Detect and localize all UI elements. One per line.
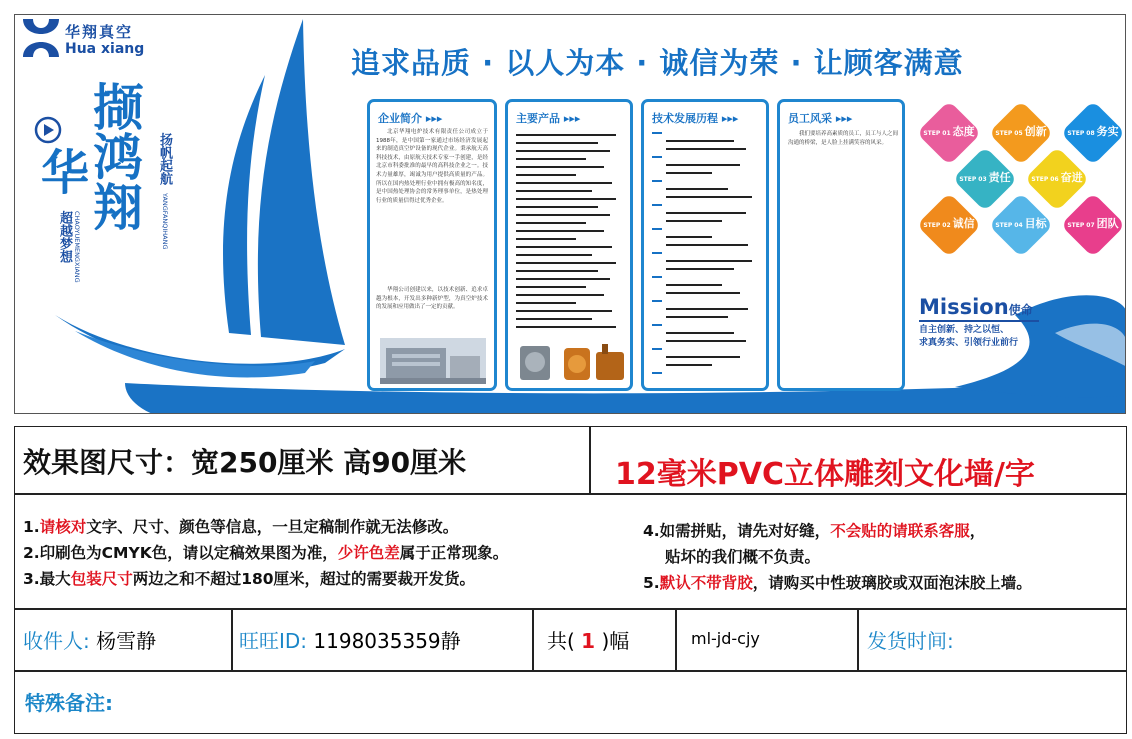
play-circle-icon bbox=[33, 115, 63, 145]
placeholder-text-line bbox=[516, 150, 610, 152]
placeholder-text-line bbox=[516, 286, 586, 288]
step-label: STEP 06 bbox=[1031, 176, 1059, 183]
note-4 bbox=[643, 519, 985, 541]
placeholder-text-line bbox=[516, 134, 616, 136]
placeholder-text-line bbox=[516, 318, 592, 320]
divider bbox=[532, 608, 534, 670]
step-label: STEP 08 bbox=[1067, 130, 1095, 137]
note-4-cont: 贴坏的我们概不负责。 bbox=[665, 548, 821, 566]
mission-line-1: 自主创新、持之以恒、 bbox=[919, 325, 1010, 335]
value-label: 目标 bbox=[1024, 217, 1047, 230]
panel-main-products bbox=[505, 99, 633, 391]
step-label: STEP 05 bbox=[995, 130, 1023, 137]
placeholder-text-line bbox=[516, 214, 610, 216]
placeholder-text-line bbox=[652, 180, 662, 182]
value-label: 诚信 bbox=[952, 217, 975, 230]
note-highlight: 包装尺寸 bbox=[70, 570, 133, 588]
placeholder-text-line bbox=[666, 212, 746, 214]
placeholder-text-line bbox=[666, 332, 734, 334]
note-highlight: 少许色差 bbox=[337, 544, 400, 562]
placeholder-text-line bbox=[666, 188, 728, 190]
note-5 bbox=[643, 571, 1032, 593]
logo-english-name: Hua xiang bbox=[65, 41, 145, 57]
placeholder-text-line bbox=[652, 228, 662, 230]
placeholder-text-line bbox=[666, 268, 734, 270]
placeholder-text-line bbox=[666, 308, 748, 310]
value-diamonds bbox=[919, 103, 1126, 263]
value-label: 团队 bbox=[1096, 217, 1119, 230]
mission-title-cn: 使命 bbox=[1008, 303, 1033, 317]
placeholder-text-line bbox=[516, 278, 610, 280]
recipient-field bbox=[23, 625, 156, 654]
mission-title: Mission bbox=[919, 295, 1009, 319]
order-code: ml-jd-cjy bbox=[691, 629, 760, 648]
note-text: 5. bbox=[643, 574, 660, 592]
placeholder-text-line bbox=[652, 372, 662, 374]
placeholder-text-line bbox=[652, 132, 662, 134]
pinyin-yangfan: YANGFANQIHANG bbox=[161, 193, 169, 250]
panel-staff-text: 我们要培养高素质的员工，员工与人之间沟通的桥梁，是人脸上挂满笑容的风采。 bbox=[788, 131, 899, 146]
divider bbox=[231, 608, 233, 670]
logo-chinese-name: 华翔真空 bbox=[65, 23, 134, 41]
panel-staff-style bbox=[777, 99, 905, 391]
panel-company-intro bbox=[367, 99, 497, 391]
divider bbox=[589, 427, 591, 493]
placeholder-text-line bbox=[516, 238, 576, 240]
placeholder-text-line bbox=[666, 172, 712, 174]
wangwang-value: 1198035359静 bbox=[313, 629, 461, 653]
step-label: STEP 02 bbox=[923, 222, 951, 229]
calligraphy-main: 撷鸿翔 bbox=[85, 81, 144, 231]
placeholder-text-line bbox=[516, 262, 616, 264]
panel-intro-text-2: 华翔公司创建以来，以技术创新、追求卓越为根本，开发出多种新炉型，为真空炉技术的发展和应用做出了一定的贡献。 bbox=[376, 287, 488, 311]
placeholder-text-line bbox=[516, 166, 604, 168]
divider bbox=[15, 493, 1126, 495]
placeholder-text-line bbox=[516, 142, 598, 144]
placeholder-text-line bbox=[516, 206, 598, 208]
wangwang-field bbox=[239, 625, 461, 654]
note-text: 文字、尺寸、颜色等信息，一旦定稿制作就无法修改。 bbox=[86, 518, 459, 536]
design-preview bbox=[14, 14, 1126, 414]
placeholder-text-line bbox=[666, 260, 752, 262]
placeholder-text-line bbox=[516, 326, 616, 328]
value-label: 责任 bbox=[988, 171, 1011, 184]
placeholder-text-line bbox=[516, 270, 598, 272]
mission-block bbox=[919, 295, 1039, 350]
huaxiang-logo-icon bbox=[19, 17, 63, 59]
placeholder-text-line bbox=[516, 310, 612, 312]
wangwang-label: 旺旺ID: bbox=[239, 629, 308, 653]
placeholder-text-line bbox=[516, 182, 612, 184]
factory-building-image bbox=[380, 338, 486, 384]
pinyin-chaoyue: CHAOYUEMENGXIANG bbox=[73, 211, 81, 283]
divider bbox=[675, 608, 677, 670]
step-label: STEP 04 bbox=[995, 222, 1023, 229]
placeholder-text-line bbox=[652, 276, 662, 278]
placeholder-text-line bbox=[516, 294, 604, 296]
special-remark-label: 特殊备注: bbox=[25, 691, 113, 715]
count-value: 1 bbox=[581, 629, 596, 653]
note-2 bbox=[23, 541, 508, 563]
panel-tech-history bbox=[641, 99, 769, 391]
panel-title: 员工风采 ▸▸▸ bbox=[788, 112, 853, 125]
mission-line-2: 求真务实、引领行业前行 bbox=[919, 338, 1019, 348]
step-label: STEP 07 bbox=[1067, 222, 1095, 229]
value-label: 奋进 bbox=[1060, 171, 1083, 184]
value-label: 务实 bbox=[1096, 125, 1119, 138]
placeholder-text-line bbox=[666, 356, 740, 358]
placeholder-text-line bbox=[666, 164, 740, 166]
divider bbox=[857, 608, 859, 670]
placeholder-text-line bbox=[652, 252, 662, 254]
placeholder-text-line bbox=[666, 292, 740, 294]
panel-intro-text: 北京华翔电炉技术有限责任公司成立于1988年，是中国第一家通过市场经济发展起来的制造真空炉设备的现代企业。秉承航天高科技技术，由原航天技术专家一手创建，是经北京市科委批准的最早的高科技企业之一。技术力量雄厚，竭诚为用户提供高质量的产品。所以在国内热处理行业中拥有极高的知名度，是中国热处理协会的常务理事单位，是热处理行业的质量信得过优秀企业。 bbox=[376, 129, 488, 204]
placeholder-text-line bbox=[666, 284, 722, 286]
recipient-label: 收件人: bbox=[23, 629, 90, 653]
value-label: 态度 bbox=[952, 125, 975, 138]
note-text: 3.最大 bbox=[23, 570, 71, 588]
note-text: ， bbox=[969, 522, 986, 540]
vacuum-furnace-image bbox=[518, 338, 628, 386]
note-highlight: 不会贴的请联系客服 bbox=[830, 522, 970, 540]
placeholder-text-line bbox=[652, 300, 662, 302]
placeholder-text-line bbox=[666, 148, 746, 150]
slogan-yangfan: 扬帆起航 bbox=[157, 133, 172, 185]
slogan-title: 追求品质 · 以人为本 · 诚信为荣 · 让顾客满意 bbox=[351, 46, 964, 80]
note-text: 1. bbox=[23, 518, 40, 536]
placeholder-text-line bbox=[516, 190, 592, 192]
divider bbox=[15, 670, 1126, 672]
note-3 bbox=[23, 567, 475, 589]
placeholder-text-line bbox=[516, 230, 604, 232]
recipient-value: 杨雪静 bbox=[96, 629, 157, 653]
mission-divider bbox=[919, 320, 1039, 322]
placeholder-text-line bbox=[516, 158, 586, 160]
note-highlight: 默认不带背胶 bbox=[659, 574, 753, 592]
placeholder-text-line bbox=[666, 220, 722, 222]
material-text: 12毫米PVC立体雕刻文化墙/字 bbox=[615, 457, 1035, 492]
placeholder-text-line bbox=[666, 244, 748, 246]
step-label: STEP 01 bbox=[923, 130, 951, 137]
count-prefix: 共( bbox=[547, 629, 575, 653]
placeholder-text-line bbox=[516, 254, 592, 256]
panel-title: 主要产品 ▸▸▸ bbox=[516, 112, 581, 125]
note-highlight: 请核对 bbox=[39, 518, 87, 536]
value-tuandui bbox=[1063, 195, 1123, 255]
placeholder-text-line bbox=[666, 316, 728, 318]
material-label bbox=[615, 449, 1035, 493]
note-text: 两边之和不超过180厘米，超过的需要裁开发货。 bbox=[132, 570, 476, 588]
size-label: 效果图尺寸：宽250厘米 高90厘米 bbox=[23, 446, 467, 479]
placeholder-text-line bbox=[652, 324, 662, 326]
count-field bbox=[547, 625, 629, 654]
placeholder-text-line bbox=[652, 348, 662, 350]
value-chengxin bbox=[919, 195, 979, 255]
placeholder-text-line bbox=[516, 198, 616, 200]
placeholder-text-line bbox=[652, 156, 662, 158]
note-text: 2.印刷色为CMYK色，请以定稿效果图为准， bbox=[23, 544, 338, 562]
order-info-sheet bbox=[14, 426, 1127, 734]
note-text: 4.如需拼贴，请先对好缝， bbox=[643, 522, 831, 540]
placeholder-text-line bbox=[666, 236, 712, 238]
note-text: 属于正常现象。 bbox=[399, 544, 509, 562]
value-label: 创新 bbox=[1024, 125, 1047, 138]
count-suffix: )幅 bbox=[601, 629, 630, 653]
product-text-lines bbox=[516, 134, 626, 334]
ship-time-label: 发货时间: bbox=[867, 629, 954, 653]
calligraphy-hua: 华 bbox=[41, 145, 90, 201]
slogan-chaoyue: 超越梦想 bbox=[57, 211, 72, 263]
placeholder-text-line bbox=[652, 204, 662, 206]
divider bbox=[15, 608, 1126, 610]
placeholder-text-line bbox=[666, 196, 752, 198]
placeholder-text-line bbox=[516, 246, 612, 248]
history-text-lines bbox=[652, 132, 762, 382]
note-text: ，请购买中性玻璃胶或双面泡沫胶上墙。 bbox=[752, 574, 1032, 592]
panel-title: 技术发展历程 ▸▸▸ bbox=[652, 112, 739, 125]
placeholder-text-line bbox=[666, 140, 734, 142]
step-label: STEP 03 bbox=[959, 176, 987, 183]
note-1 bbox=[23, 515, 458, 537]
panel-title: 企业简介 ▸▸▸ bbox=[378, 112, 443, 125]
placeholder-text-line bbox=[666, 340, 746, 342]
placeholder-text-line bbox=[666, 364, 712, 366]
placeholder-text-line bbox=[516, 174, 576, 176]
value-mubiao bbox=[991, 195, 1051, 255]
placeholder-text-line bbox=[516, 302, 576, 304]
placeholder-text-line bbox=[516, 222, 586, 224]
